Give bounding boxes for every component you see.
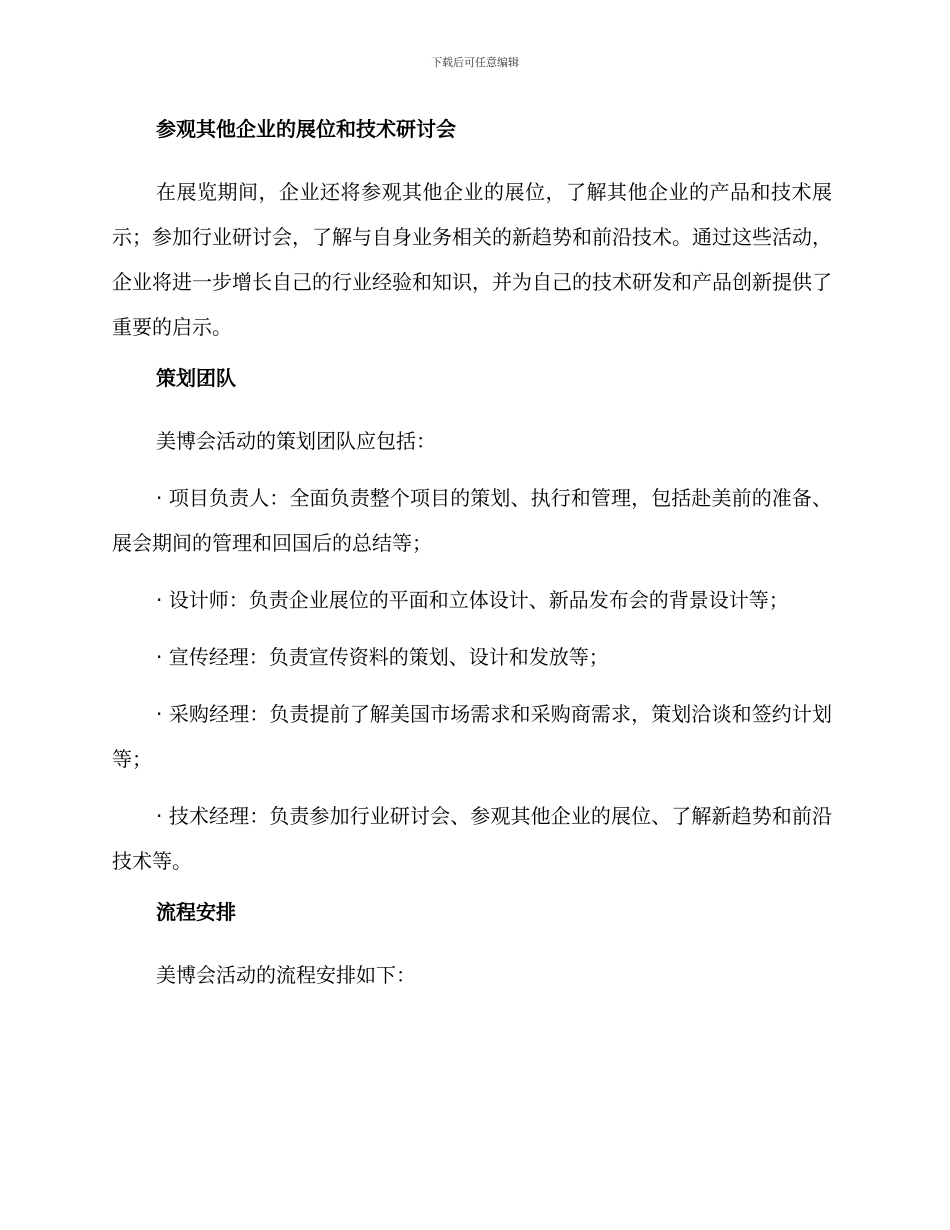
list-item-designer: · 设计师：负责企业展位的平面和立体设计、新品发布会的背景设计等； bbox=[156, 588, 789, 612]
page-header: 下载后可任意编辑 bbox=[431, 56, 519, 69]
section-heading-planning-team: 策划团队 bbox=[156, 366, 236, 390]
paragraph-booth-visits: 在展览期间，企业还将参观其他企业的展位，了解其他企业的产品和技术展示；参加行业研讨会，了解与自身业务相关的新趋势和前沿技术。通过这些活动，企业将进一步增长自己的行业经验和知识，并为自己的技术研发和产品创新提供了重要的启示。 bbox=[112, 180, 832, 339]
list-item-technical-manager: · 技术经理：负责参加行业研讨会、参观其他企业的展位、了解新趋势和前沿技术等。 bbox=[112, 804, 832, 873]
paragraph-team-intro: 美博会活动的策划团队应包括： bbox=[156, 429, 436, 453]
paragraph-process-intro: 美博会活动的流程安排如下： bbox=[156, 963, 416, 987]
list-item-publicity-manager: · 宣传经理：负责宣传资料的策划、设计和发放等； bbox=[156, 645, 609, 669]
document-body bbox=[112, 113, 832, 1010]
list-item-project-lead: · 项目负责人：全面负责整个项目的策划、执行和管理，包括赴美前的准备、展会期间的管理和回国后的总结等； bbox=[112, 486, 832, 555]
list-item-purchasing-manager: · 采购经理：负责提前了解美国市场需求和采购商需求，策划洽谈和签约计划等； bbox=[112, 702, 832, 771]
section-heading-process: 流程安排 bbox=[156, 900, 236, 924]
section-heading-booth-visits: 参观其他企业的展位和技术研讨会 bbox=[156, 117, 456, 141]
